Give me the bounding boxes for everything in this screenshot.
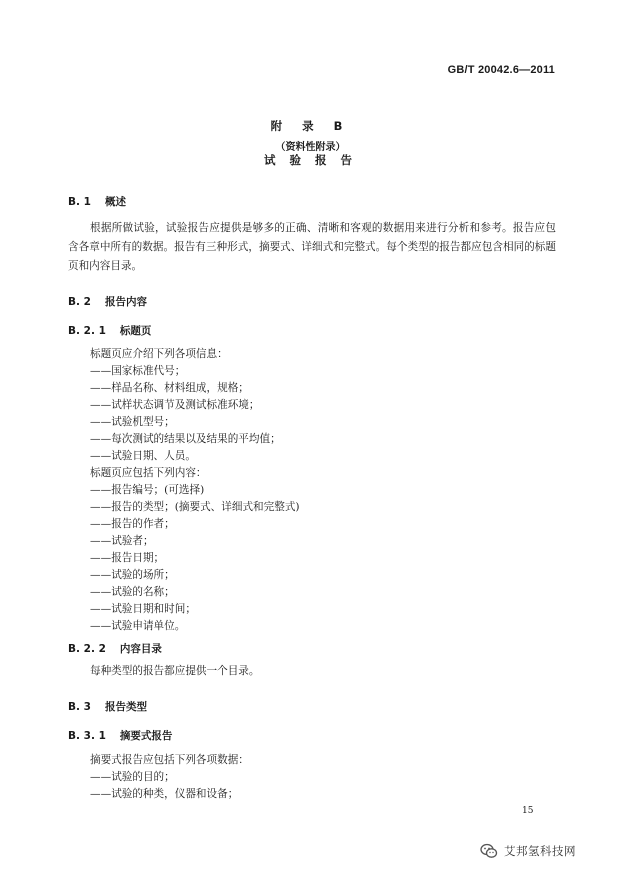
section-title: 概述 <box>104 196 126 208</box>
list-item: ——试样状态调节及测试标准环境； <box>90 399 260 411</box>
list-item: ——报告的类型；(摘要式、详细式和完整式) <box>90 501 300 513</box>
list-item: ——试验的名称； <box>90 586 175 598</box>
annex-subtitle: （资料性附录） <box>275 142 346 153</box>
section-title: 报告内容 <box>104 296 147 308</box>
section-title: 摘要式报告 <box>119 730 173 742</box>
section-title: 标题页 <box>119 325 152 337</box>
list-item: ——试验者； <box>90 535 154 547</box>
section-title: 内容目录 <box>119 643 162 655</box>
section-heading-b22 <box>68 641 162 656</box>
wechat-icon <box>480 843 498 859</box>
list-intro: 标题页应介绍下列各项信息： <box>90 348 228 360</box>
list-intro: 标题页应包括下列内容： <box>90 467 207 479</box>
list-item: ——样品名称、材料组成，规格； <box>90 382 249 394</box>
section-heading-b2 <box>68 294 147 309</box>
list-item: ——试验日期和时间； <box>90 603 196 615</box>
summary-report-list <box>90 752 249 803</box>
section-heading-b21 <box>68 323 151 338</box>
list-item: ——报告编号；(可选择) <box>90 484 205 496</box>
list-item: ——试验的场所； <box>90 569 175 581</box>
standard-code: GB/T 20042.6—2011 <box>447 64 555 76</box>
watermark-text: 艾邦氢科技网 <box>504 844 576 858</box>
annex-title: 附 录 B <box>270 119 351 133</box>
list-item: ——每次测试的结果以及结果的平均值； <box>90 433 281 445</box>
annex-name: 试 验 报 告 <box>263 153 357 167</box>
section-number: B. 1 <box>68 196 91 208</box>
section-number: B. 2 <box>68 296 91 308</box>
list-item: ——试验申请单位。 <box>90 620 186 632</box>
section-heading-b1 <box>68 194 126 209</box>
list-item: ——报告日期； <box>90 552 165 564</box>
section-title: 报告类型 <box>104 701 147 713</box>
list-item: ——试验机型号； <box>90 416 175 428</box>
section-number: B. 2. 2 <box>68 643 106 655</box>
list-item: ——试验的种类，仪器和设备； <box>90 788 239 800</box>
list-item: ——报告的作者； <box>90 518 175 530</box>
title-page-list <box>90 346 300 635</box>
list-item: ——试验日期、人员。 <box>90 450 196 462</box>
section-number: B. 3 <box>68 701 91 713</box>
section-number: B. 2. 1 <box>68 325 106 337</box>
page-number: 15 <box>522 806 534 816</box>
section-paragraph-b1: 根据所做试验，试验报告应提供是够多的正确、清晰和客观的数据用来进行分析和参考。报告应包含各章中所有的数据。报告有三种形式，摘要式、详细式和完整式。每个类型的报告都应包含相同的标题页和内容目录。 <box>68 222 556 272</box>
list-item: ——国家标准代号； <box>90 365 186 377</box>
watermark <box>480 843 576 859</box>
section-number: B. 3. 1 <box>68 730 106 742</box>
section-paragraph-b22: 每种类型的报告都应提供一个目录。 <box>90 665 260 677</box>
list-intro: 摘要式报告应包括下列各项数据： <box>90 754 249 766</box>
section-heading-b3 <box>68 699 147 714</box>
list-item: ——试验的目的； <box>90 771 175 783</box>
section-heading-b31 <box>68 728 172 743</box>
